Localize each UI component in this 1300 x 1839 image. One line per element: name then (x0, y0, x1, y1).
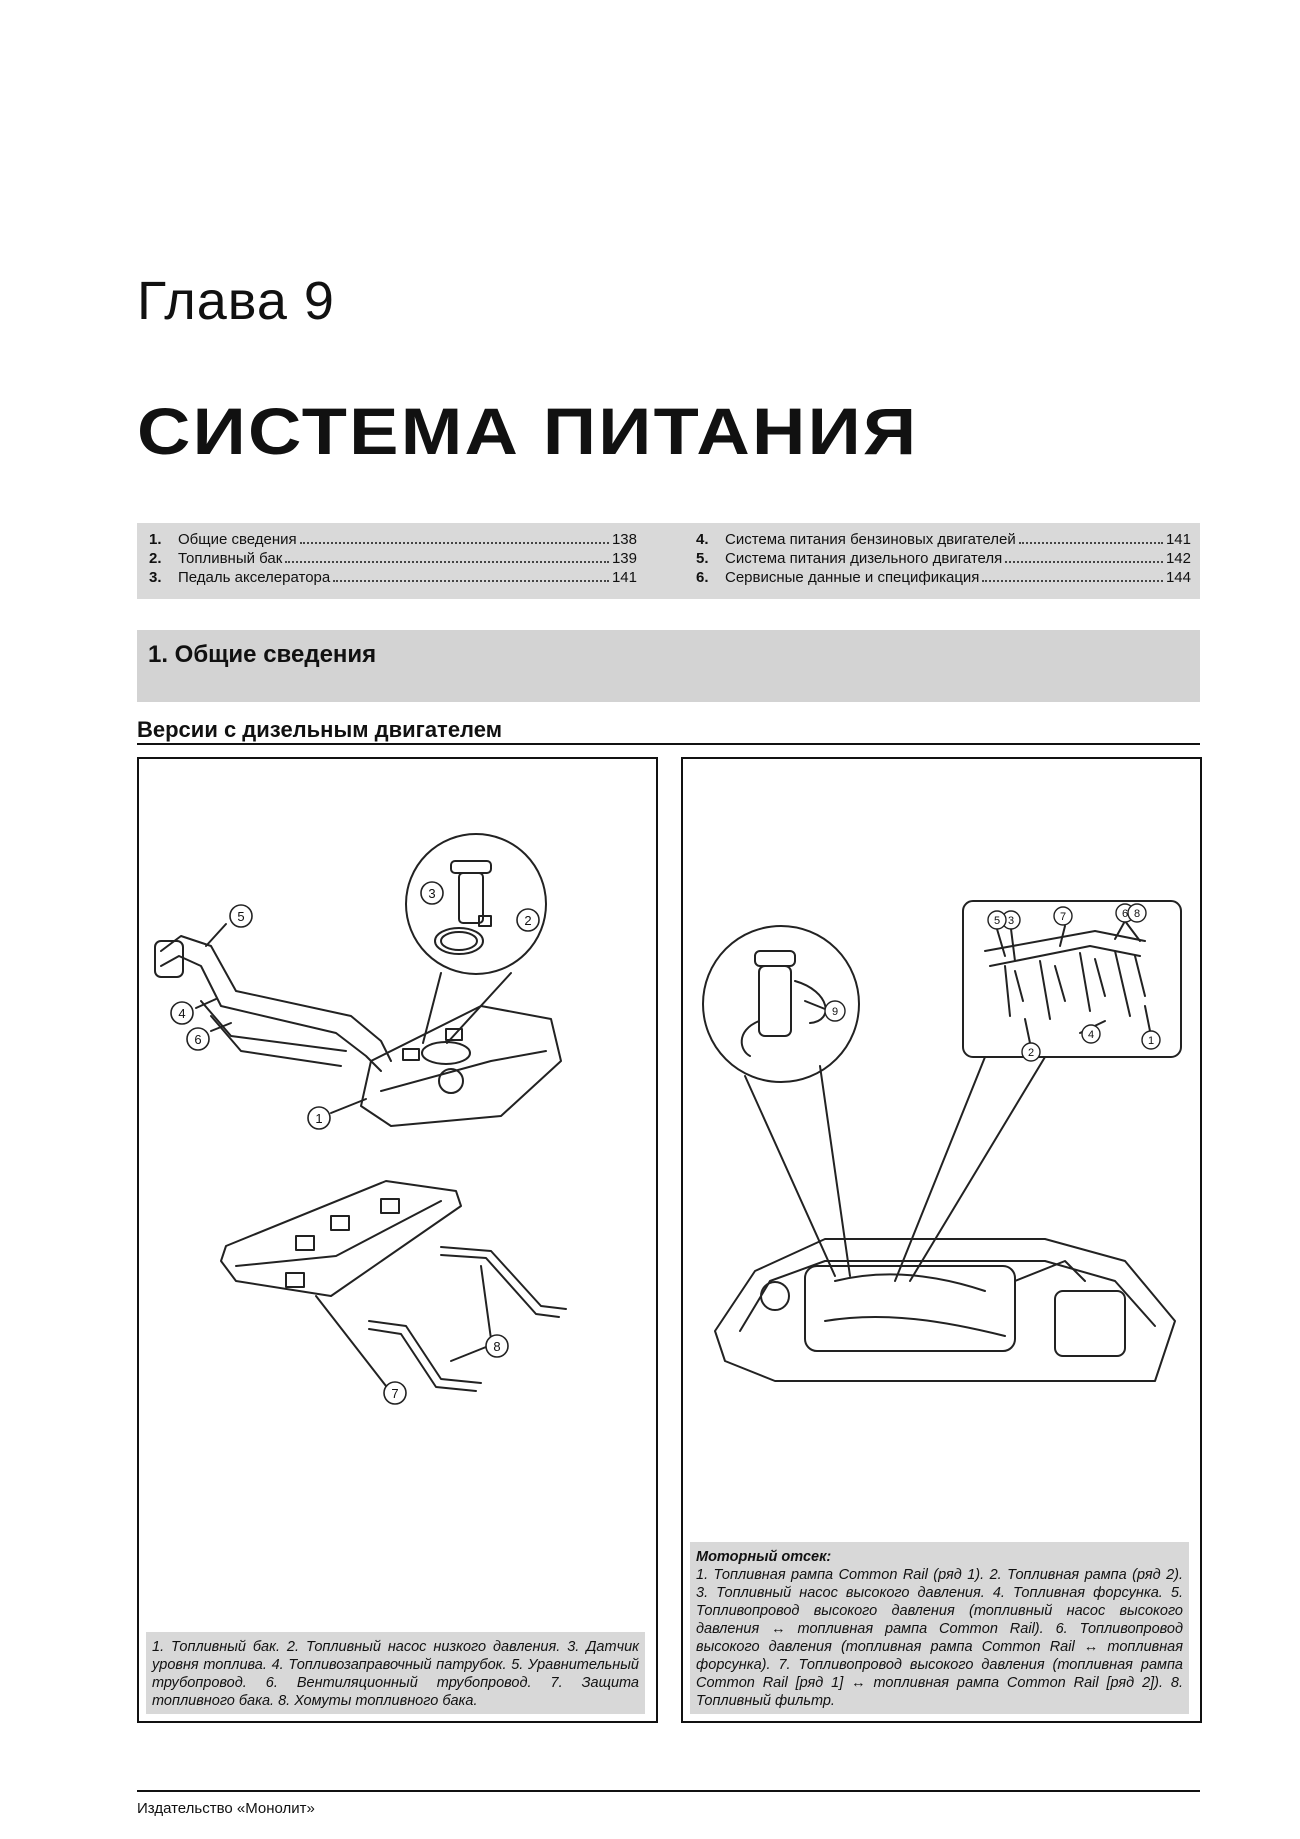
footer-divider (137, 1790, 1200, 1792)
toc-item-page: 139 (611, 550, 637, 567)
svg-text:1: 1 (1147, 1035, 1155, 1047)
svg-text:8: 8 (493, 1339, 501, 1354)
svg-text:7: 7 (1059, 911, 1067, 923)
callout-4 (171, 1002, 193, 1024)
svg-text:3: 3 (428, 886, 436, 901)
callout-9 (825, 1001, 845, 1021)
callout-2 (517, 909, 539, 931)
toc-item-title: Педаль акселератора (178, 569, 331, 586)
toc-column-left (137, 531, 637, 588)
svg-text:7: 7 (391, 1386, 399, 1401)
toc-column-right (684, 531, 1191, 588)
toc-item-title: Система питания дизельного двигателя (725, 550, 1003, 567)
section-title: 1. Общие сведения (148, 641, 377, 668)
callout-7 (1054, 907, 1072, 925)
callout-5 (230, 905, 252, 927)
chapter-title: СИСТЕМА ПИТАНИЯ (137, 394, 919, 468)
toc-item[interactable]: 6. Сервисные данные и спецификация 144 (696, 569, 1191, 586)
chapter-label: Глава 9 (137, 271, 335, 331)
subsection-title: Версии с дизельным двигателем (137, 717, 502, 742)
table-of-contents (137, 523, 1200, 599)
toc-item-title: Система питания бензиновых двигателей (725, 531, 1016, 548)
svg-text:4: 4 (178, 1006, 186, 1021)
callout-3 (421, 882, 443, 904)
callout-8 (486, 1335, 508, 1357)
toc-item[interactable]: 1. Общие сведения 138 (149, 531, 637, 548)
svg-text:6: 6 (194, 1032, 202, 1047)
toc-leader (1019, 542, 1163, 544)
subsection-header (137, 715, 1200, 745)
toc-leader (300, 542, 609, 544)
toc-item-page: 142 (1165, 550, 1191, 567)
svg-text:4: 4 (1087, 1029, 1095, 1041)
toc-item-page: 144 (1165, 569, 1191, 586)
section-header (137, 630, 1200, 702)
toc-item-page: 141 (611, 569, 637, 586)
figure-panel-fuel-tank (137, 757, 658, 1723)
toc-item-title: Общие сведения (178, 531, 297, 548)
toc-item-page: 141 (1165, 531, 1191, 548)
figure-caption (690, 1542, 1189, 1714)
toc-item[interactable]: 5. Система питания дизельного двигателя 142 (696, 550, 1191, 567)
svg-text:2: 2 (524, 913, 532, 928)
engine-bay-callouts (685, 761, 1198, 1481)
fuel-tank-callouts (141, 761, 654, 1531)
figure-caption-text: 1. Топливная рампа Common Rail (ряд 1). 2. Топливная рампа (ряд 2). 3. Топливный насос высокого давления. 4. Топливная форсунка. 5. Топливопровод высокого давления (топливный насос высокого давления ↔ топливная рампа Common Rail). 6. Топливопровод высокого давления (топливная рампа Common Rail ↔ топливная форсунка). 7. Топливопровод высокого давления (топливная рампа Common Rail [ряд 1] ↔ топливная рампа Common Rail [ряд 2]). 8. Топливный фильтр. (696, 1567, 1183, 1709)
svg-text:5: 5 (237, 909, 245, 924)
callout-7 (384, 1382, 406, 1404)
toc-item[interactable]: 4. Система питания бензиновых двигателей 141 (696, 531, 1191, 548)
figure-caption-title: Моторный отсек: (696, 1549, 832, 1565)
figure-panel-engine-bay (681, 757, 1202, 1723)
toc-leader (285, 561, 609, 563)
callout-6 (187, 1028, 209, 1050)
svg-text:9: 9 (831, 1006, 839, 1018)
svg-text:1: 1 (315, 1111, 323, 1126)
callout-1 (308, 1107, 330, 1129)
callout-8 (1128, 904, 1146, 922)
toc-item[interactable]: 3. Педаль акселератора 141 (149, 569, 637, 586)
callout-1 (1142, 1031, 1160, 1049)
callout-2 (1022, 1043, 1040, 1061)
footer-publisher: Издательство «Монолит» (137, 1800, 315, 1817)
svg-text:6: 6 (1121, 908, 1129, 920)
svg-text:3: 3 (1007, 915, 1015, 927)
callout-5 (988, 911, 1006, 929)
toc-item-title: Топливный бак (178, 550, 283, 567)
toc-item-page: 138 (611, 531, 637, 548)
callout-4 (1082, 1025, 1100, 1043)
toc-leader (982, 580, 1163, 582)
toc-leader (333, 580, 609, 582)
svg-text:2: 2 (1027, 1047, 1035, 1059)
figure-caption: 1. Топливный бак. 2. Топливный насос низкого давления. 3. Датчик уровня топлива. 4. Топливозаправочный патрубок. 5. Уравнительный трубопровод. 6. Вентиляционный трубопровод. 7. Защита топливного бака. 8. Хомуты топливного бака. (146, 1632, 645, 1714)
toc-item[interactable]: 2. Топливный бак 139 (149, 550, 637, 567)
svg-text:8: 8 (1133, 908, 1141, 920)
toc-leader (1005, 561, 1163, 563)
toc-item-title: Сервисные данные и спецификация (725, 569, 980, 586)
svg-text:5: 5 (993, 915, 1001, 927)
